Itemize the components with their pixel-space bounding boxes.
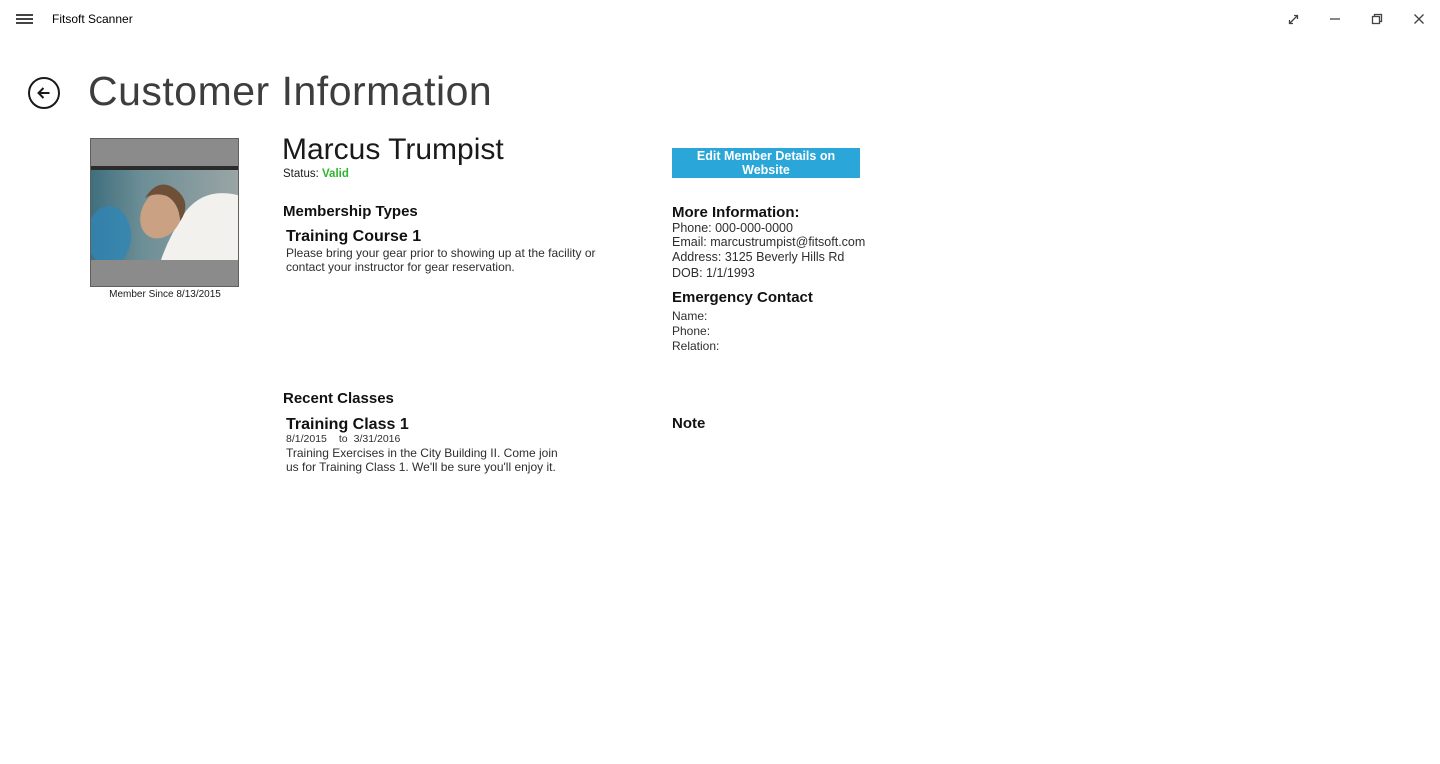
member-photo — [90, 138, 239, 287]
status-line — [283, 168, 349, 180]
restore-icon[interactable] — [1356, 0, 1398, 38]
address-line — [672, 250, 865, 264]
phone-value: 000-000-0000 — [715, 221, 793, 235]
class-start-date: 8/1/2015 — [286, 433, 327, 445]
email-line — [672, 235, 865, 249]
address-label: Address: — [672, 249, 722, 264]
page-title: Customer Information — [88, 68, 493, 114]
emergency-relation-line — [672, 339, 719, 354]
membership-types-heading: Membership Types — [283, 203, 418, 220]
member-photo-image — [91, 166, 238, 260]
phone-line — [672, 221, 865, 235]
email-label: Email: — [672, 235, 707, 250]
member-name: Marcus Trumpist — [282, 133, 504, 166]
back-arrow-icon — [35, 84, 53, 102]
close-icon[interactable] — [1398, 0, 1440, 38]
class-end-date: 3/31/2016 — [353, 433, 401, 445]
emergency-contact-list — [672, 309, 719, 354]
title-bar — [0, 0, 1440, 38]
more-information-heading: More Information: — [672, 204, 800, 221]
emergency-name-label: Name: — [672, 309, 708, 323]
recent-class-title: Training Class 1 — [286, 416, 409, 433]
recent-classes-heading: Recent Classes — [283, 390, 394, 407]
emergency-phone-line — [672, 324, 719, 339]
hamburger-bars — [16, 12, 33, 26]
note-heading: Note — [672, 415, 706, 432]
recent-class-description: Training Exercises in the City Building II. Come join us for Training Class 1. We'll be sure you'll enjoy it. — [286, 446, 558, 475]
minimize-icon[interactable] — [1314, 0, 1356, 38]
more-information-list — [672, 221, 865, 280]
dob-value: 1/1/1993 — [706, 265, 755, 280]
edit-member-details-button[interactable]: Edit Member Details on Website — [672, 148, 860, 178]
emergency-phone-label: Phone: — [672, 324, 711, 338]
recent-class-dates — [286, 433, 400, 445]
app-title: Fitsoft Scanner — [52, 12, 133, 26]
hamburger-menu-icon[interactable] — [0, 0, 48, 38]
member-since-caption: Member Since 8/13/2015 — [109, 289, 221, 300]
class-date-to-label: to — [338, 433, 348, 445]
address-value: 3125 Beverly Hills Rd — [724, 249, 845, 264]
membership-item-description: Please bring your gear prior to showing up at the facility or contact your instructor for gear reservation. — [286, 246, 596, 275]
membership-item-title: Training Course 1 — [286, 228, 422, 245]
emergency-relation-label: Relation: — [672, 339, 720, 353]
phone-label: Phone: — [672, 221, 712, 235]
dob-line — [672, 266, 865, 280]
status-label: Status: — [283, 168, 319, 180]
window-controls — [1272, 0, 1440, 38]
status-value: Valid — [322, 168, 349, 180]
email-value: marcustrumpist@fitsoft.com — [710, 235, 866, 250]
emergency-name-line — [672, 309, 719, 324]
emergency-contact-heading: Emergency Contact — [672, 289, 813, 306]
back-button[interactable] — [28, 77, 60, 109]
dob-label: DOB: — [672, 265, 703, 280]
fullscreen-icon[interactable] — [1272, 0, 1314, 38]
